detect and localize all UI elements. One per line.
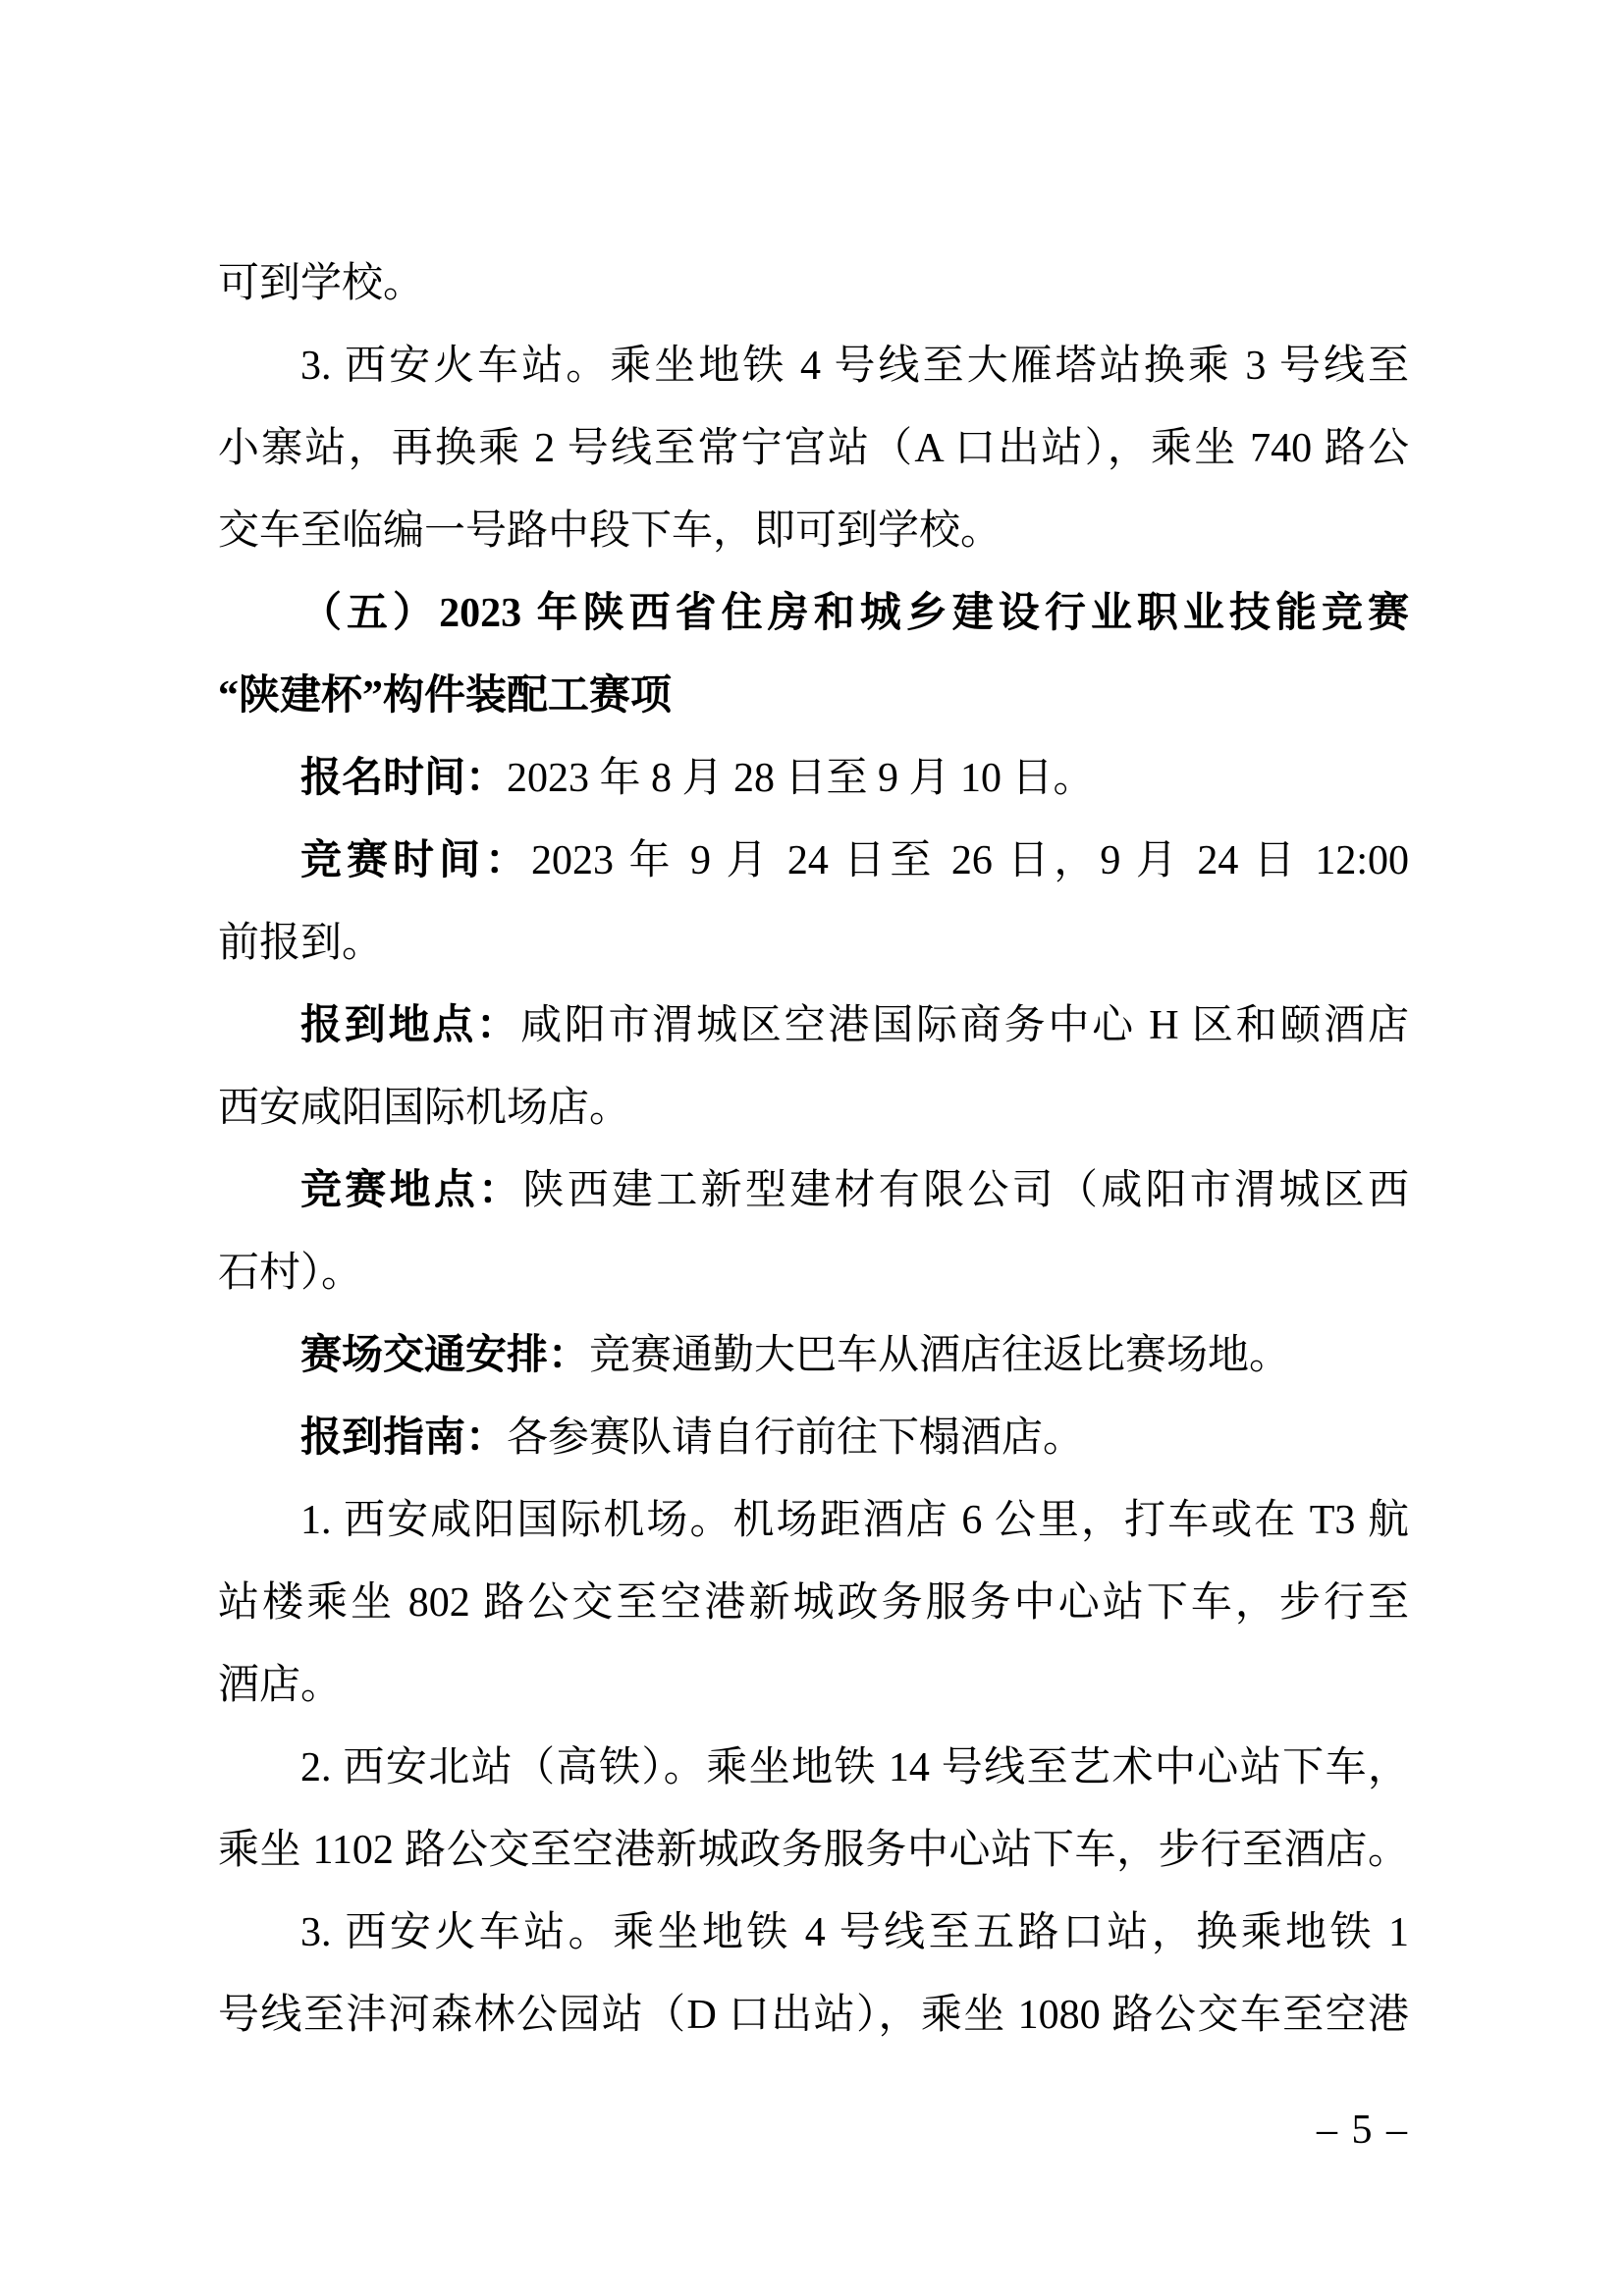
- text-line: [218, 1644, 1409, 1727]
- text-line: [218, 820, 1409, 902]
- body-text: 乘坐 1102 路公交至空港新城政务服务中心站下车，步行至酒店。: [218, 1828, 1409, 1873]
- text-line: [218, 1809, 1409, 1892]
- body-text: 3. 西安火车站。乘坐地铁 4 号线至五路口站，换乘地铁 1: [300, 1910, 1409, 1955]
- text-line: [218, 1397, 1409, 1479]
- field-label: 竞赛时间：: [300, 838, 531, 883]
- field-label: 赛场交通安排：: [300, 1333, 590, 1378]
- text-line: [218, 1727, 1409, 1809]
- body-text: 1. 西安咸阳国际机场。机场距酒店 6 公里，打车或在 T3 航: [300, 1498, 1409, 1543]
- section-heading-text: “陕建杯”构件装配工赛项: [218, 673, 673, 719]
- text-line: [218, 1232, 1409, 1314]
- body-text: 2023 年 9 月 24 日至 26 日，9 月 24 日 12:00: [530, 838, 1409, 883]
- page-number: – 5 –: [1317, 2108, 1409, 2153]
- text-line: [218, 1067, 1409, 1149]
- field-label: 报到地点：: [300, 1003, 520, 1048]
- text-line: [218, 737, 1409, 820]
- body-text: 各参赛队请自行前往下榻酒店。: [507, 1415, 1085, 1461]
- body-text: 可到学校。: [218, 261, 425, 306]
- body-text: 竞赛通勤大巴车从酒店往返比赛场地。: [589, 1333, 1291, 1378]
- body-text: 3. 西安火车站。乘坐地铁 4 号线至大雁塔站换乘 3 号线至: [300, 344, 1409, 389]
- field-label: 报名时间：: [300, 756, 508, 801]
- text-line: [218, 242, 1409, 325]
- field-label: 竞赛地点：: [300, 1168, 523, 1213]
- field-label: 报到指南：: [300, 1415, 508, 1461]
- text-line: [218, 1314, 1409, 1397]
- body-text: 小寨站，再换乘 2 号线至常宁宫站（A 口出站），乘坐 740 路公: [218, 426, 1409, 471]
- text-line: [218, 490, 1409, 572]
- body-text: 酒店。: [218, 1663, 343, 1708]
- body-text: 陕西建工新型建材有限公司（咸阳市渭城区西: [522, 1168, 1409, 1213]
- text-line: [218, 1479, 1409, 1562]
- section-heading: [218, 572, 1409, 655]
- text-line: [218, 407, 1409, 490]
- body-text: 2023 年 8 月 28 日至 9 月 10 日。: [507, 756, 1095, 801]
- body-text: 西安咸阳国际机场店。: [218, 1086, 631, 1131]
- body-text: 站楼乘坐 802 路公交至空港新城政务服务中心站下车，步行至: [218, 1580, 1409, 1626]
- body-text: 前报到。: [218, 921, 384, 966]
- text-line: [218, 1974, 1409, 2056]
- body-text: 石村）。: [218, 1251, 363, 1296]
- body-text: 咸阳市渭城区空港国际商务中心 H 区和颐酒店: [519, 1003, 1409, 1048]
- text-line: [218, 902, 1409, 985]
- text-line: [218, 1892, 1409, 1974]
- body-text: 2. 西安北站（高铁）。乘坐地铁 14 号线至艺术中心站下车，: [300, 1745, 1409, 1790]
- body-text: 号线至沣河森林公园站（D 口出站），乘坐 1080 路公交车至空港: [218, 1993, 1409, 2038]
- text-line: [218, 325, 1409, 407]
- section-heading-text: （五）2023 年陕西省住房和城乡建设行业职业技能竞赛: [300, 591, 1409, 636]
- text-line: [218, 985, 1409, 1067]
- document-body: [218, 242, 1409, 2056]
- body-text: 交车至临编一号路中段下车，即可到学校。: [218, 508, 1002, 554]
- text-line: [218, 1149, 1409, 1232]
- text-line: [218, 1562, 1409, 1644]
- section-heading: [218, 655, 1409, 737]
